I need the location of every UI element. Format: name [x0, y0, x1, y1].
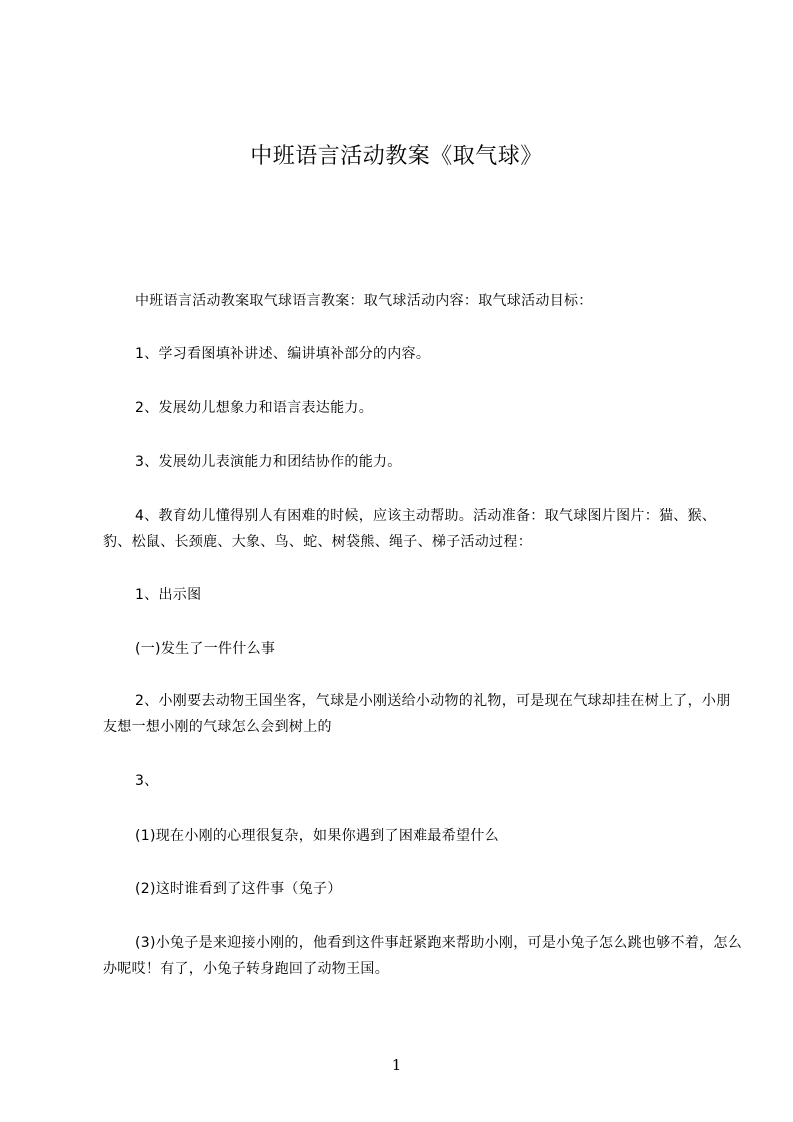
paragraph-goal-2: 2、发展幼儿想象力和语言表达能力。	[135, 400, 374, 416]
paragraph-step-3: 3、	[135, 773, 159, 789]
paragraph-goal-3: 3、发展幼儿表演能力和团结协作的能力。	[135, 454, 402, 470]
document-title: 中班语言活动教案《取气球》	[250, 144, 543, 169]
paragraph-sub-2: (2)这时谁看到了这件事（兔子）	[135, 881, 342, 897]
paragraph-sub-3: (3)小兔子是来迎接小刚的，他看到这件事赶紧跑来帮助小刚，可是小兔子怎么跳也够不着，怎么办呢哎！有了，小兔子转身跑回了动物王国。	[103, 935, 743, 977]
paragraph-sub-1: (1)现在小刚的心理很复杂，如果你遇到了困难最希望什么	[135, 828, 499, 844]
paragraph-goal-4-preparation: 4、教育幼儿懂得别人有困难的时候，应该主动帮助。活动准备：取气球图片图片：猫、猴、豹、松鼠、长颈鹿、大象、鸟、蛇、树袋熊、绳子、梯子活动过程：	[103, 508, 717, 550]
paragraph-question-1: (一)发生了一件什么事	[135, 641, 276, 657]
paragraph-goal-1: 1、学习看图填补讲述、编讲填补部分的内容。	[135, 346, 431, 362]
paragraph-step-1: 1、出示图	[135, 587, 202, 603]
page-number: 1	[391, 1056, 402, 1074]
paragraph-intro: 中班语言活动教案取气球语言教案：取气球活动内容：取气球活动目标：	[135, 293, 593, 309]
paragraph-step-2: 2、小刚要去动物王国坐客，气球是小刚送给小动物的礼物，可是现在气球却挂在树上了，小朋友想一想小刚的气球怎么会到树上的	[103, 693, 731, 735]
